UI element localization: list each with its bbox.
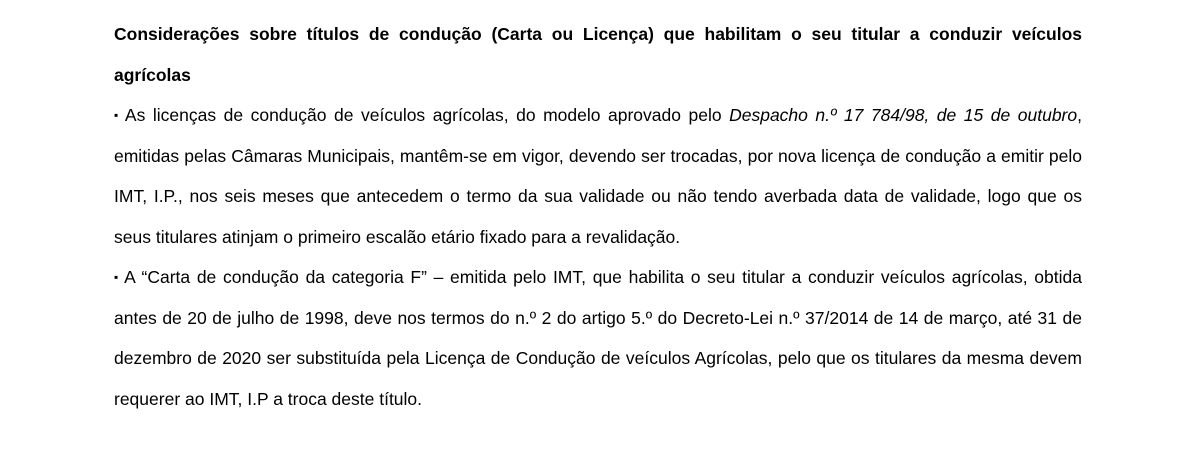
paragraph1-italic-reference: Despacho n.º 17 784/98, de 15 de outubro	[729, 105, 1078, 125]
section-heading: Considerações sobre títulos de condução (Carta ou Licença) que habilitam o seu titular a conduzir veículos agrícolas	[114, 24, 1082, 85]
paragraph2-text: A “Carta de condução da categoria F” – emitida pelo IMT, que habilita o seu titular a conduzir veículos agrícolas, obtida antes de 20 de julho de 1998, deve nos termos do n.º 2 do artigo 5.º do Decreto-Lei n.º 37/2014 de 14 de março, até 31 de dezembro de 2020 ser substituída pela Licença de Condução de veículos Agrícolas, pelo que os titulares da mesma devem requerer ao IMT, I.P a troca deste título.	[114, 267, 1082, 409]
paragraph1-text-before: As licenças de condução de veículos agrícolas, do modelo aprovado pelo	[124, 105, 730, 125]
bullet-icon: ▪	[114, 270, 121, 284]
paragraph1-text-after: , emitidas pelas Câmaras Municipais, mantêm-se em vigor, devendo ser trocadas, por nova licença de condução a emitir pelo IMT, I.P., nos seis meses que antecedem o termo da sua validade ou não tendo averbada data de validade, logo que os seus titulares atinjam o primeiro escalão etário fixado para a revalidação.	[114, 105, 1082, 247]
bullet-icon: ▪	[114, 108, 121, 122]
paragraph-agricultural-licenses	[114, 95, 1082, 257]
paragraph-category-f-license	[114, 257, 1082, 419]
